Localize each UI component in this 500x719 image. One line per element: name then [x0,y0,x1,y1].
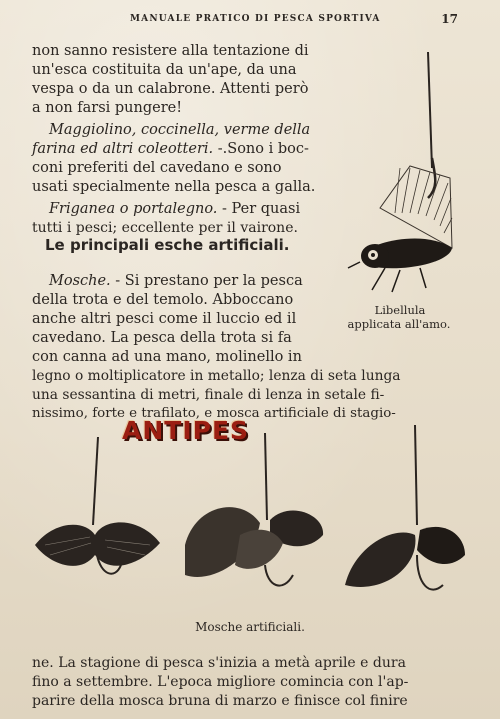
page-number: 17 [441,12,458,26]
libellula-caption-1: Libellula [374,303,426,317]
text-run: - Per quasi [217,201,301,217]
text-line: non sanno resistere alla tentazione di [32,43,309,59]
text-line: coni preferiti del cavedano e sono [32,160,282,176]
text-line: fino a settembre. L'epoca migliore comincia con l'ap- [32,674,409,690]
text-run: -.Sono i boc- [213,141,309,157]
fly-2-icon [185,433,323,586]
text-line: ne. La stagione di pesca s'inizia a metà aprile e dura [32,655,406,671]
italic-term: Friganea o portalegno. [49,201,218,217]
text-line-italic: Maggiolino, coccinella, verme della [49,122,311,138]
italic-term: farina ed altri coleotteri. [32,141,214,157]
text-line: con canna ad una mano, molinello in [32,349,302,365]
text-line: un'esca costituita da un'ape, da una [32,62,297,78]
dragonfly-illustration [340,48,470,308]
text-line [49,200,300,218]
text-line [32,140,309,158]
text-line: una sessantina di metri, finale di lenza in setale fi- [32,387,385,403]
text-line: a non farsi pungere! [32,100,183,116]
artificial-flies-illustration [25,425,475,605]
text-line: usati specialmente nella pesca a galla. [32,179,316,195]
text-line: della trota e del temolo. Abboccano [32,292,294,308]
fly-3-icon [345,425,465,590]
text-run: - Si prestano per la pesca [110,273,303,289]
antipes-watermark: ANTIPES [122,416,250,445]
italic-term: Mosche. [49,273,111,289]
text-line: vespa o da un calabrone. Attenti però [32,81,309,97]
text-line: tutti i pesci; eccellente per il vairone. [32,220,298,236]
text-line: cavedano. La pesca della trota si fa [32,330,292,346]
libellula-caption-2: applicata all'amo. [347,317,451,331]
text-line: nissimo, forte e trafilato, e mosca artificiale di stagio- [32,406,396,421]
text-line [49,272,303,290]
text-line: legno o moltiplicatore in metallo; lenza di seta lunga [32,368,401,384]
text-line: anche altri pesci come il luccio ed il [32,311,297,327]
running-title: MANUALE PRATICO DI PESCA SPORTIVA [130,14,381,24]
fly-1-icon [35,437,160,574]
section-heading: Le principali esche artificiali. [45,236,290,254]
flies-caption: Mosche artificiali. [195,620,305,634]
text-line: parire della mosca bruna di marzo e finisce col finire [32,693,408,709]
